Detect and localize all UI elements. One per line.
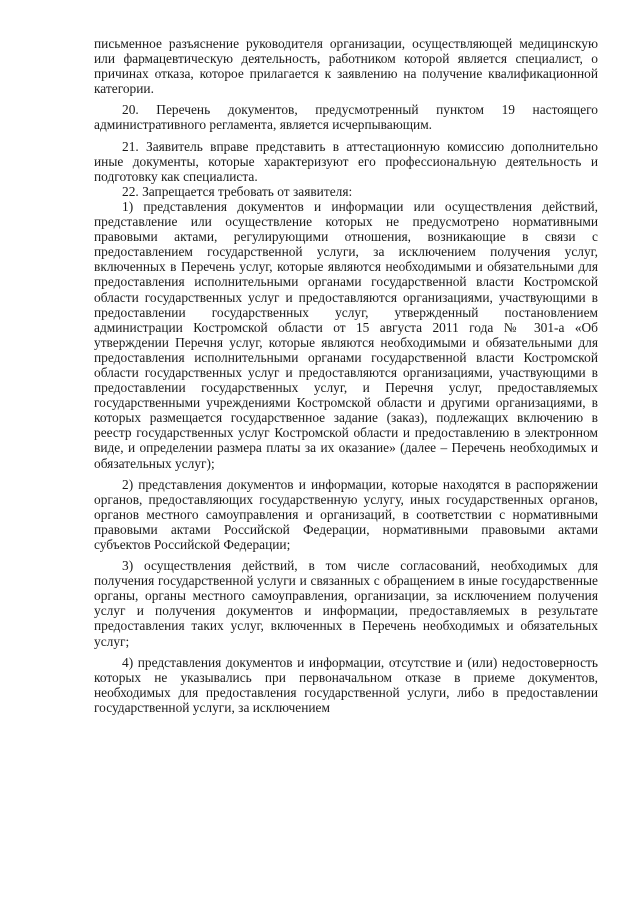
document-body xyxy=(94,36,598,715)
paragraph-22-item-1: 1) представления документов и информации или осуществления действий, представление или осуществление которых не предусмотрено нормативными правовыми актами, регулирующими отношения, возникающие в связи с предоставлением государственной услуги, за исключением получения услуг, включенных в Перечень услуг, которые являются необходимыми и обязательными для предоставления исполнительными органами государственной власти Костромской области государственных услуг и предоставляются организациями, участвующими в предоставлении государственных услуг, утвержденный постановлением администрации Костромской области от 15 августа 2011 года № 301-а «Об утверждении Перечня услуг, которые являются необходимыми и обязательными для предоставления исполнительными органами государственной власти Костромской области государственных услуг и предоставляются организациями, участвующими в предоставлении государственных услуг, и Перечня услуг, предоставляемых государственными учреждениями Костромской области и другими организациями, в которых размещается государственное задание (заказ), подлежащих включению в реестр государственных услуг Костромской области и предоставлению в электронном виде, и определении размера платы за их оказание» (далее – Перечень необходимых и обязательных услуг); xyxy=(94,198,598,471)
paragraph-21: 21. Заявитель вправе представить в аттестационную комиссию дополнительно иные документы, которые характеризуют его профессиональную деятельность и подготовку как специалиста. xyxy=(94,138,598,184)
paragraph-22-item-3: 3) осуществления действий, в том числе согласований, необходимых для получения государственной услуги и связанных с обращением в иные государственные органы, органы местного самоуправления, организации, за исключением получения услуг и получения документов и информации, предоставляемых в результате предоставления таких услуг, включенных в Перечень необходимых и обязательных услуг; xyxy=(94,558,598,649)
paragraph-20: 20. Перечень документов, предусмотренный пунктом 19 настоящего административного регламента, является исчерпывающим. xyxy=(94,102,598,133)
paragraph-22: 22. Запрещается требовать от заявителя: xyxy=(122,183,353,199)
paragraph-22-item-2: 2) представления документов и информации, которые находятся в распоряжении органов, предоставляющих государственную услугу, иных государственных органов, органов местного самоуправления и организаций, в соответствии с нормативными правовыми актами Российской Федерации, нормативными правовыми актами субъектов Российской Федерации; xyxy=(94,476,598,552)
paragraph-continuation: письменное разъяснение руководителя организации, осуществляющей медицинскую или фармацевтическую деятельность, работником которой является специалист, о причинах отказа, которое прилагается к заявлению на получение квалификационной категории. xyxy=(94,36,598,97)
paragraph-22-item-4: 4) представления документов и информации, отсутствие и (или) недостоверность которых не указывались при первоначальном отказе в приеме документов, необходимых для предоставления государственной услуги, либо в предоставлении государственной услуги, за исключением xyxy=(94,654,598,715)
